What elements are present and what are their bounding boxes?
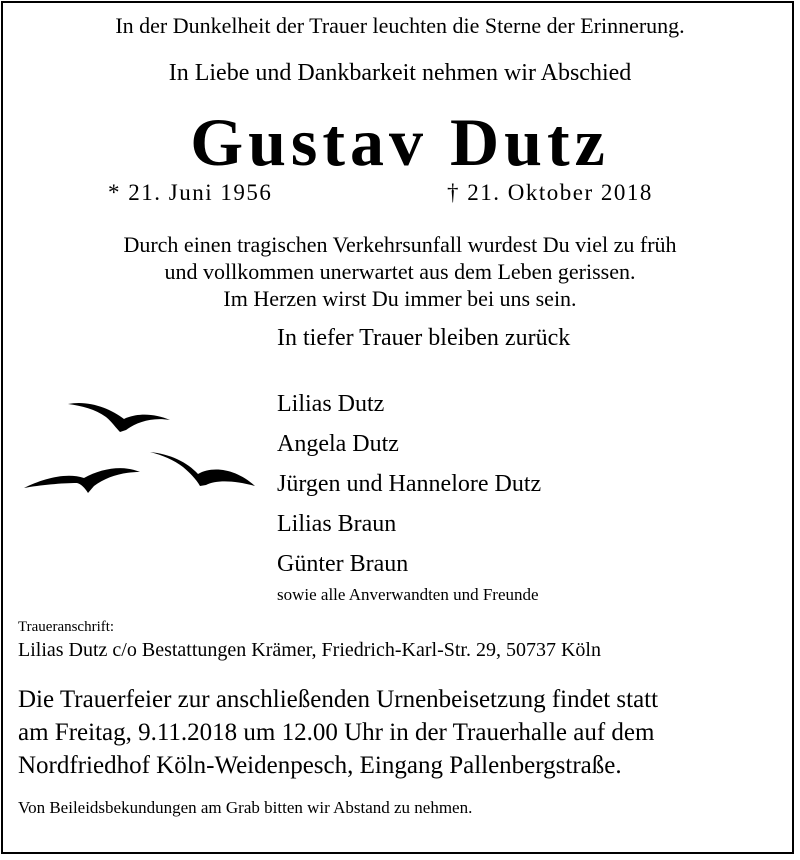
ceremony-line: am Freitag, 9.11.2018 um 12.00 Uhr in der Trauerhalle auf dem (18, 719, 655, 746)
mourning-address: Lilias Dutz c/o Bestattungen Krämer, Friedrich-Karl-Str. 29, 50737 Köln (18, 639, 601, 661)
mourners-list (277, 384, 541, 584)
message-line: Durch einen tragischen Verkehrsunfall wurdest Du viel zu früh (123, 232, 677, 257)
bird-icon (24, 468, 140, 493)
motto-text: In der Dunkelheit der Trauer leuchten die Sterne der Erinnerung. (115, 13, 685, 38)
mourner-name: Angela Dutz (277, 431, 399, 457)
death-date: † 21. Oktober 2018 (447, 180, 653, 205)
birth-date: * 21. Juni 1956 (108, 180, 273, 205)
deceased-name: Gustav Dutz (190, 104, 610, 180)
bird-icon (68, 403, 170, 432)
condolence-note: Von Beileidsbekundungen am Grab bitten wir Abstand zu nehmen. (18, 798, 473, 817)
relatives-note: sowie alle Anverwandten und Freunde (277, 585, 539, 604)
message-line: und vollkommen unerwartet aus dem Leben gerissen. (164, 259, 636, 284)
message-line: Im Herzen wirst Du immer bei uns sein. (223, 286, 577, 311)
mourner-name: Lilias Braun (277, 511, 397, 537)
mourner-name: Günter Braun (277, 551, 409, 577)
bird-icon (150, 452, 255, 486)
mourners-heading: In tiefer Trauer bleiben zurück (277, 325, 571, 351)
ceremony-info (18, 683, 658, 782)
memorial-message (0, 231, 800, 312)
address-label: Traueranschrift: (18, 619, 115, 635)
flying-birds-icon (20, 400, 270, 500)
mourner-name: Lilias Dutz (277, 391, 385, 417)
ceremony-line: Nordfriedhof Köln-Weidenpesch, Eingang Pallenbergstraße. (18, 752, 622, 779)
farewell-text: In Liebe und Dankbarkeit nehmen wir Abschied (168, 60, 632, 86)
mourner-name: Jürgen und Hannelore Dutz (277, 471, 542, 497)
ceremony-line: Die Trauerfeier zur anschließenden Urnenbeisetzung findet statt (18, 686, 659, 713)
